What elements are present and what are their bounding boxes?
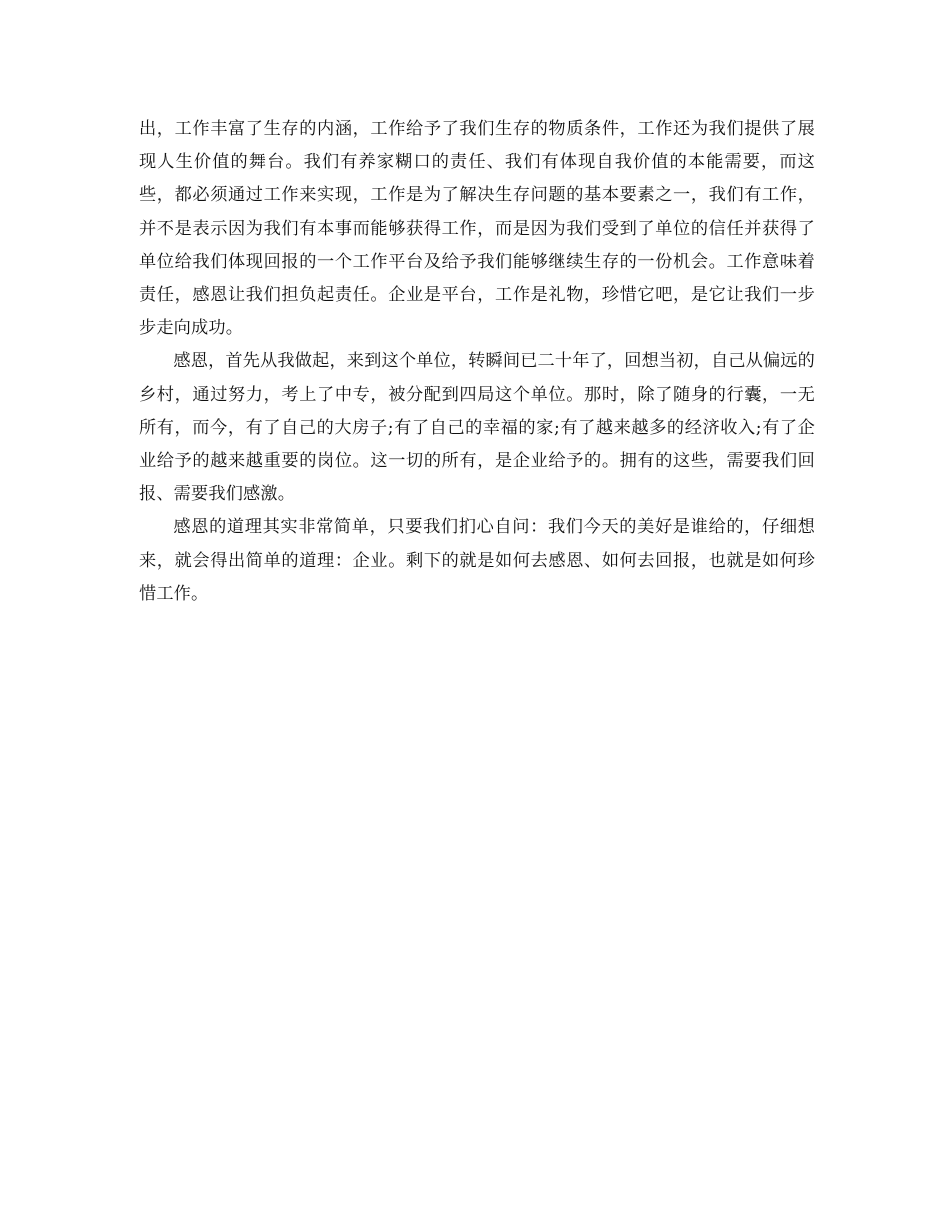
paragraph-gratitude-reason: 感恩的道理其实非常简单，只要我们扪心自问：我们今天的美好是谁给的，仔细想来，就会得出简单的道理：企业。剩下的就是如何去感恩、如何去回报，也就是如何珍惜工作。 [139, 517, 815, 604]
paragraph-continued: 出，工作丰富了生存的内涵，工作给予了我们生存的物质条件，工作还为我们提供了展现人生价值的舞台。我们有养家糊口的责任、我们有体现自我价值的本能需要，而这些，都必须通过工作来实现，工作是为了解决生存问题的基本要素之一，我们有工作，并不是表示因为我们有本事而能够获得工作，而是因为我们受到了单位的信任并获得了单位给我们体现回报的一个工作平台及给予我们能够继续生存的一份机会。工作意味着责任，感恩让我们担负起责任。企业是平台，工作是礼物，珍惜它吧，是它让我们一步步走向成功。 [139, 119, 815, 339]
paragraph-gratitude-start: 感恩，首先从我做起，来到这个单位，转瞬间已二十年了，回想当初，自己从偏远的乡村，通过努力，考上了中专，被分配到四局这个单位。那时，除了随身的行囊，一无所有，而今，有了自己的大房子;有了自己的幸福的家;有了越来越多的经济收入;有了企业给予的越来越重要的岗位。这一切的所有，是企业给予的。拥有的这些，需要我们回报、需要我们感激。 [139, 351, 815, 505]
document-body [139, 113, 815, 611]
